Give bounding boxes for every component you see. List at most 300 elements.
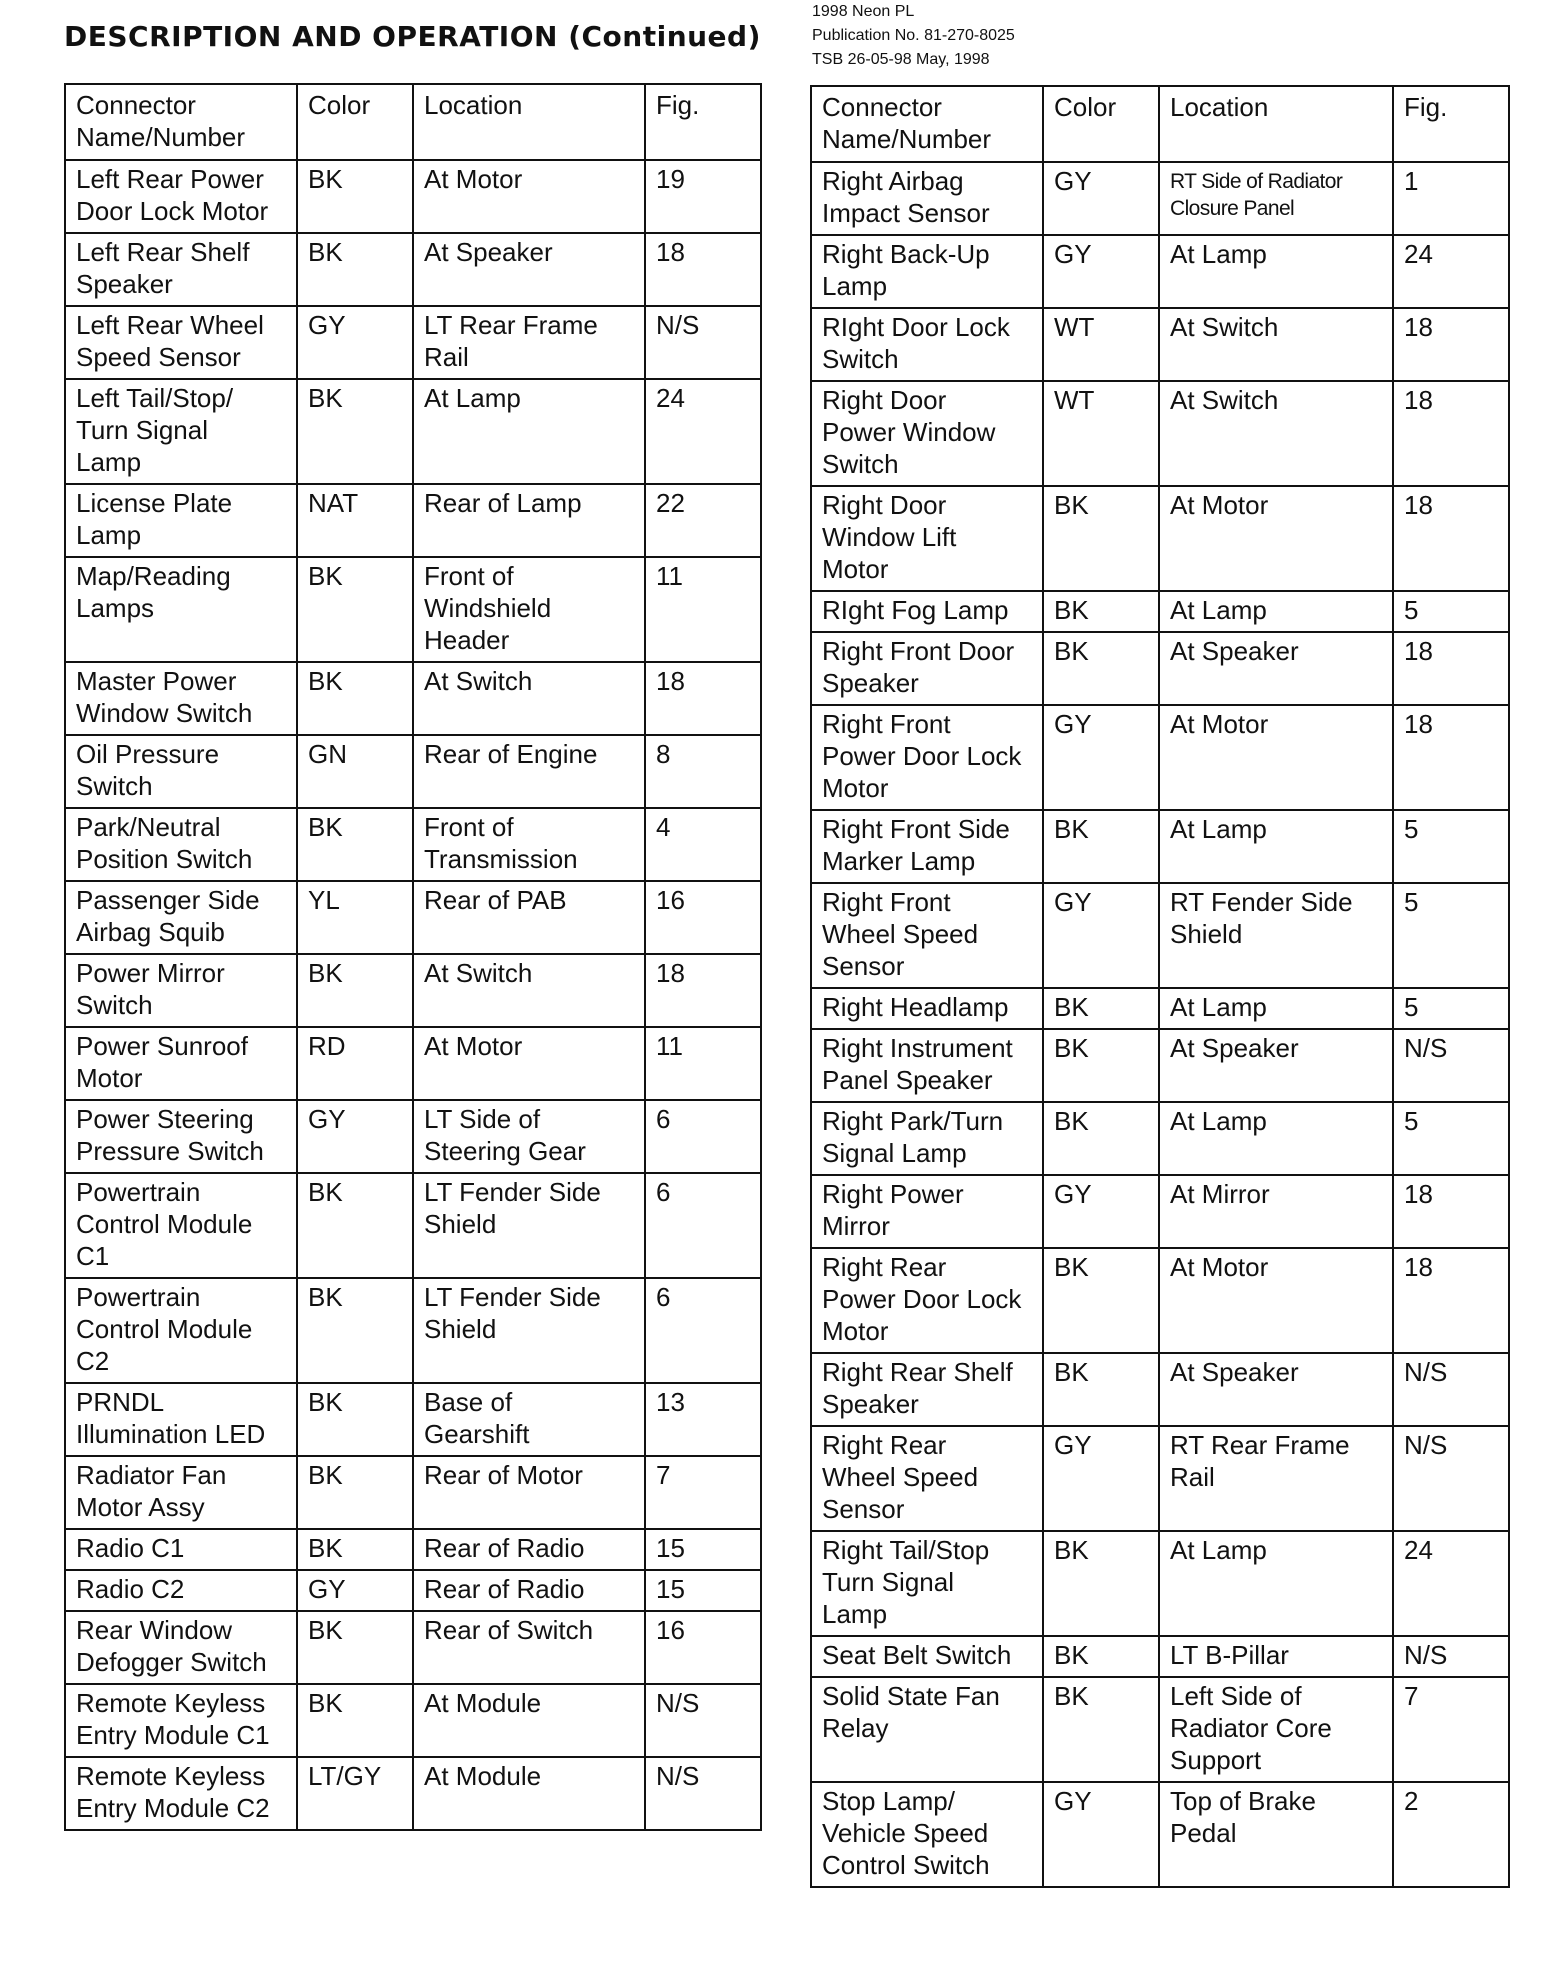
wire-color: BK: [308, 1615, 343, 1645]
figure-number: 18: [1404, 1252, 1433, 1282]
connector-name: Stop Lamp/: [822, 1786, 955, 1816]
connector-name: Power Door Lock: [822, 741, 1022, 771]
figure-number: N/S: [1404, 1430, 1448, 1460]
connector-name: Right Front Door: [822, 636, 1015, 666]
wire-color-cell: [1043, 162, 1159, 235]
connector-name-cell: [811, 308, 1043, 381]
wire-color-cell: [297, 1456, 413, 1529]
wire-color-cell: [1043, 308, 1159, 381]
wire-color: WT: [1054, 312, 1095, 342]
location-cell: [1159, 308, 1393, 381]
connector-name-cell: [65, 160, 297, 233]
wire-color-cell: [297, 662, 413, 735]
table-row: [65, 484, 761, 557]
figure-cell: [645, 1757, 761, 1830]
location-cell: [413, 1529, 645, 1570]
figure-cell: [1393, 1175, 1509, 1248]
connector-name: Panel Speaker: [822, 1065, 993, 1095]
figure-cell: [645, 306, 761, 379]
connector-table-left: [64, 83, 762, 1831]
wire-color: GN: [308, 739, 347, 769]
header-text: Color: [308, 90, 371, 120]
connector-name: Control Switch: [822, 1850, 990, 1880]
connector-name: Speaker: [822, 668, 919, 698]
wire-color-cell: [297, 306, 413, 379]
wire-color-cell: [1043, 1175, 1159, 1248]
header-text: Fig.: [1404, 92, 1448, 122]
connector-name-cell: [65, 484, 297, 557]
connector-name: Signal Lamp: [822, 1138, 967, 1168]
figure-number: 24: [1404, 239, 1433, 269]
figure-number: 7: [1404, 1681, 1419, 1711]
wire-color-cell: [297, 557, 413, 662]
connector-name: Right Back-Up: [822, 239, 990, 269]
publication-info: [812, 0, 1015, 72]
wire-color-cell: [297, 881, 413, 954]
table-row: [65, 1383, 761, 1456]
figure-number: 18: [1404, 709, 1433, 739]
connector-name-cell: [811, 1636, 1043, 1677]
figure-number: 18: [1404, 490, 1433, 520]
connector-name: Motor: [76, 1063, 143, 1093]
figure-number: 11: [656, 561, 683, 591]
figure-cell: [645, 954, 761, 1027]
location-cell: [1159, 1636, 1393, 1677]
connector-name-cell: [65, 1570, 297, 1611]
connector-name: Control Module: [76, 1209, 253, 1239]
connector-name: Power Window: [822, 417, 996, 447]
location-cell: [413, 484, 645, 557]
wire-color: BK: [1054, 1106, 1089, 1136]
connector-name: Motor Assy: [76, 1492, 205, 1522]
wire-color: GY: [1054, 166, 1092, 196]
figure-number: 2: [1404, 1786, 1419, 1816]
connector-name-cell: [811, 705, 1043, 810]
connector-name: Motor: [822, 1316, 889, 1346]
connector-name-cell: [65, 1278, 297, 1383]
connector-name-cell: [65, 557, 297, 662]
connector-name: Right Rear Shelf: [822, 1357, 1013, 1387]
connector-name: Right Park/Turn: [822, 1106, 1004, 1136]
connector-name-cell: [65, 1684, 297, 1757]
wire-color-cell: [1043, 988, 1159, 1029]
connector-name: Vehicle Speed: [822, 1818, 989, 1848]
wire-color-cell: [1043, 486, 1159, 591]
header-text: Location: [424, 90, 523, 120]
location-text: At Module: [424, 1761, 542, 1791]
table-row: [811, 381, 1509, 486]
figure-cell: [1393, 1353, 1509, 1426]
figure-number: 24: [1404, 1535, 1433, 1565]
connector-name-cell: [811, 810, 1043, 883]
figure-cell: [1393, 705, 1509, 810]
table-row: [65, 379, 761, 484]
connector-name: Master Power: [76, 666, 237, 696]
connector-name: Speed Sensor: [76, 342, 241, 372]
connector-name-cell: [811, 1353, 1043, 1426]
location-cell: [1159, 1175, 1393, 1248]
connector-name-cell: [65, 379, 297, 484]
table-row: [65, 1278, 761, 1383]
wire-color: GY: [1054, 239, 1092, 269]
connector-name: Motor: [822, 773, 889, 803]
location-text: Base of: [424, 1387, 513, 1417]
figure-number: 6: [656, 1104, 671, 1134]
location-text: Rear of PAB: [424, 885, 567, 915]
table-row: [811, 308, 1509, 381]
header-text: Color: [1054, 92, 1117, 122]
table-row: [811, 1102, 1509, 1175]
wire-color-cell: [297, 1611, 413, 1684]
table-row: [65, 160, 761, 233]
connector-name: Wheel Speed: [822, 919, 979, 949]
table-row: [811, 1531, 1509, 1636]
table-row: [811, 1426, 1509, 1531]
wire-color: BK: [308, 383, 343, 413]
location-text: At Switch: [424, 666, 533, 696]
column-header-color: [297, 84, 413, 160]
header-text: Fig.: [656, 90, 700, 120]
figure-cell: [1393, 1248, 1509, 1353]
table-row: [65, 1027, 761, 1100]
connector-name: Wheel Speed: [822, 1462, 979, 1492]
location-cell: [413, 808, 645, 881]
figure-number: 8: [656, 739, 671, 769]
location-text: At Motor: [1170, 490, 1269, 520]
wire-color: BK: [1054, 595, 1089, 625]
location-text: LT Fender Side: [424, 1177, 601, 1207]
wire-color: BK: [308, 1177, 343, 1207]
location-text: At Motor: [424, 1031, 523, 1061]
connector-name: Lamp: [76, 447, 142, 477]
wire-color-cell: [1043, 1636, 1159, 1677]
location-text: Rail: [1170, 1462, 1215, 1492]
connector-name-cell: [811, 632, 1043, 705]
wire-color-cell: [297, 1173, 413, 1278]
wire-color: BK: [308, 1460, 343, 1490]
connector-name-cell: [65, 1173, 297, 1278]
connector-name: Radiator Fan: [76, 1460, 227, 1490]
location-text: Shield: [1170, 919, 1243, 949]
connector-name: Right Rear: [822, 1252, 947, 1282]
connector-name: Mirror: [822, 1211, 890, 1241]
location-text: Radiator Core: [1170, 1713, 1332, 1743]
wire-color: BK: [1054, 1681, 1089, 1711]
connector-name: Relay: [822, 1713, 889, 1743]
wire-color-cell: [297, 1383, 413, 1456]
connector-name: C1: [76, 1241, 110, 1271]
location-text: Steering Gear: [424, 1136, 586, 1166]
location-text: LT Side of: [424, 1104, 541, 1134]
figure-number: N/S: [1404, 1033, 1448, 1063]
wire-color: BK: [1054, 1357, 1089, 1387]
figure-cell: [645, 1173, 761, 1278]
figure-number: 16: [656, 1615, 685, 1645]
location-cell: [413, 1027, 645, 1100]
column-header-location: [1159, 86, 1393, 162]
page-title: DESCRIPTION AND OPERATION (Continued): [64, 20, 761, 53]
location-text: At Speaker: [424, 237, 553, 267]
wire-color: GY: [1054, 709, 1092, 739]
figure-cell: [1393, 591, 1509, 632]
location-cell: [1159, 810, 1393, 883]
connector-name: Right Rear: [822, 1430, 947, 1460]
table-row: [65, 662, 761, 735]
connector-name-cell: [811, 1677, 1043, 1782]
wire-color-cell: [297, 484, 413, 557]
wire-color: YL: [308, 885, 340, 915]
table-row: [811, 810, 1509, 883]
header-text: Connector: [822, 92, 942, 122]
figure-cell: [645, 1278, 761, 1383]
connector-name: Remote Keyless: [76, 1688, 266, 1718]
location-text: Rear of Engine: [424, 739, 598, 769]
location-text: Shield: [424, 1209, 497, 1239]
figure-number: 18: [1404, 636, 1433, 666]
location-text: Rear of Radio: [424, 1574, 585, 1604]
figure-number: 5: [1404, 814, 1419, 844]
connector-name: Passenger Side: [76, 885, 260, 915]
table-row: [811, 988, 1509, 1029]
header-text: Name/Number: [76, 122, 246, 152]
table-row: [65, 1684, 761, 1757]
location-cell: [413, 557, 645, 662]
location-text: At Speaker: [1170, 1357, 1299, 1387]
location-cell: [413, 1383, 645, 1456]
table-row: [811, 486, 1509, 591]
connector-name: Switch: [822, 344, 899, 374]
connector-name: Left Rear Power: [76, 164, 264, 194]
wire-color: BK: [308, 1387, 343, 1417]
wire-color: BK: [308, 666, 343, 696]
connector-name-cell: [65, 1529, 297, 1570]
wire-color-cell: [297, 735, 413, 808]
table-row: [811, 1175, 1509, 1248]
column-header-fig: [645, 84, 761, 160]
figure-cell: [645, 160, 761, 233]
connector-name: License Plate: [76, 488, 233, 518]
location-cell: [413, 1456, 645, 1529]
connector-name: Right Airbag: [822, 166, 964, 196]
table-row: [65, 306, 761, 379]
location-cell: [1159, 486, 1393, 591]
table-row: [65, 1757, 761, 1830]
connector-name: Left Rear Shelf: [76, 237, 250, 267]
connector-name-cell: [811, 1029, 1043, 1102]
table-row: [65, 1611, 761, 1684]
figure-cell: [1393, 1426, 1509, 1531]
wire-color: BK: [1054, 636, 1089, 666]
figure-cell: [1393, 1636, 1509, 1677]
connector-name: Powertrain: [76, 1282, 201, 1312]
wire-color-cell: [1043, 632, 1159, 705]
figure-cell: [645, 1611, 761, 1684]
connector-name-cell: [65, 1757, 297, 1830]
connector-name: Sensor: [822, 1494, 905, 1524]
location-cell: [1159, 162, 1393, 235]
connector-name: Switch: [76, 771, 153, 801]
connector-name: Right Door: [822, 385, 947, 415]
figure-number: 18: [1404, 385, 1433, 415]
connector-name: Oil Pressure: [76, 739, 220, 769]
connector-name: Switch: [822, 449, 899, 479]
connector-name: Speaker: [76, 269, 173, 299]
figure-cell: [1393, 235, 1509, 308]
wire-color: GY: [1054, 1430, 1092, 1460]
location-text: Gearshift: [424, 1419, 530, 1449]
connector-name: Right Tail/Stop: [822, 1535, 990, 1565]
figure-number: N/S: [1404, 1640, 1448, 1670]
table-row: [811, 1636, 1509, 1677]
figure-number: 5: [1404, 992, 1419, 1022]
figure-cell: [1393, 1531, 1509, 1636]
wire-color-cell: [1043, 1426, 1159, 1531]
location-cell: [413, 160, 645, 233]
location-text: At Lamp: [1170, 595, 1267, 625]
connector-name-cell: [65, 1456, 297, 1529]
wire-color: BK: [1054, 1640, 1089, 1670]
location-text: At Lamp: [1170, 814, 1267, 844]
connector-name: Power Door Lock: [822, 1284, 1022, 1314]
connector-name: Entry Module C2: [76, 1793, 270, 1823]
connector-name-cell: [811, 486, 1043, 591]
connector-name: Switch: [76, 990, 153, 1020]
figure-number: 13: [656, 1387, 685, 1417]
table-row: [811, 705, 1509, 810]
location-cell: [1159, 1102, 1393, 1175]
wire-color: NAT: [308, 488, 359, 518]
location-text: Rear of Switch: [424, 1615, 594, 1645]
location-text: Windshield: [424, 593, 552, 623]
connector-name-cell: [811, 1175, 1043, 1248]
publication-tsb: TSB 26-05-98 May, 1998: [812, 51, 990, 68]
location-cell: [413, 662, 645, 735]
connector-name: Radio C2: [76, 1574, 185, 1604]
figure-cell: [645, 557, 761, 662]
connector-name: Position Switch: [76, 844, 253, 874]
table-row: [65, 1456, 761, 1529]
location-text: At Motor: [424, 164, 523, 194]
figure-cell: [645, 1456, 761, 1529]
location-text: At Switch: [1170, 385, 1279, 415]
connector-name: Speaker: [822, 1389, 919, 1419]
publication-model: 1998 Neon PL: [812, 3, 915, 20]
location-text: LT B-Pillar: [1170, 1640, 1289, 1670]
location-cell: [1159, 1677, 1393, 1782]
connector-name-cell: [65, 306, 297, 379]
wire-color: BK: [308, 164, 343, 194]
figure-number: 4: [656, 812, 671, 842]
location-cell: [413, 1611, 645, 1684]
table-row: [65, 1173, 761, 1278]
location-cell: [1159, 632, 1393, 705]
header-row: [65, 84, 761, 160]
location-text: RT Fender Side: [1170, 887, 1353, 917]
figure-number: 18: [1404, 312, 1433, 342]
header-row: [811, 86, 1509, 162]
location-text: RT Side of Radiator: [1170, 170, 1343, 193]
wire-color: BK: [308, 237, 343, 267]
figure-number: N/S: [656, 1688, 700, 1718]
connector-name: Lamp: [822, 1599, 888, 1629]
connector-name: Window Switch: [76, 698, 253, 728]
wire-color-cell: [1043, 381, 1159, 486]
location-cell: [1159, 591, 1393, 632]
location-text: Rail: [424, 342, 469, 372]
location-text: At Mirror: [1170, 1179, 1270, 1209]
connector-name-cell: [65, 662, 297, 735]
connector-name-cell: [811, 1531, 1043, 1636]
table-row: [65, 557, 761, 662]
connector-name: Control Module: [76, 1314, 253, 1344]
table-row: [811, 1029, 1509, 1102]
table-body: [65, 160, 761, 1830]
wire-color-cell: [1043, 810, 1159, 883]
figure-number: 15: [656, 1533, 685, 1563]
location-cell: [413, 735, 645, 808]
wire-color-cell: [1043, 1782, 1159, 1887]
column-header-location: [413, 84, 645, 160]
table-row: [811, 162, 1509, 235]
table-row: [811, 1353, 1509, 1426]
wire-color-cell: [297, 1570, 413, 1611]
connector-name: Park/Neutral: [76, 812, 221, 842]
connector-name: Airbag Squib: [76, 917, 225, 947]
figure-number: N/S: [656, 310, 700, 340]
table-row: [65, 954, 761, 1027]
connector-name-cell: [65, 1383, 297, 1456]
wire-color: BK: [1054, 490, 1089, 520]
connector-name: Lamp: [822, 271, 888, 301]
figure-number: 5: [1404, 1106, 1419, 1136]
location-text: Front of: [424, 561, 514, 591]
connector-name: Right Door: [822, 490, 947, 520]
location-text: Support: [1170, 1745, 1262, 1775]
connector-name: Rear Window: [76, 1615, 233, 1645]
location-cell: [1159, 235, 1393, 308]
location-text: LT Rear Frame: [424, 310, 598, 340]
connector-name-cell: [811, 883, 1043, 988]
wire-color-cell: [1043, 883, 1159, 988]
table-row: [811, 235, 1509, 308]
wire-color: BK: [1054, 1252, 1089, 1282]
connector-name: Right Front Side: [822, 814, 1010, 844]
connector-name: Motor: [822, 554, 889, 584]
location-text: At Motor: [1170, 1252, 1269, 1282]
location-text: Left Side of: [1170, 1681, 1302, 1711]
location-cell: [1159, 705, 1393, 810]
connector-name: Sensor: [822, 951, 905, 981]
figure-number: N/S: [656, 1761, 700, 1791]
column-header-color: [1043, 86, 1159, 162]
figure-cell: [1393, 308, 1509, 381]
location-text: At Speaker: [1170, 636, 1299, 666]
connector-name-cell: [811, 235, 1043, 308]
wire-color-cell: [297, 954, 413, 1027]
connector-name: Solid State Fan: [822, 1681, 1000, 1711]
figure-number: 22: [656, 488, 685, 518]
connector-name: PRNDL: [76, 1387, 165, 1417]
wire-color: RD: [308, 1031, 346, 1061]
wire-color-cell: [297, 1027, 413, 1100]
connector-name: RIght Fog Lamp: [822, 595, 1009, 625]
figure-number: 6: [656, 1282, 671, 1312]
connector-name: Door Lock Motor: [76, 196, 269, 226]
figure-cell: [645, 233, 761, 306]
location-text: LT Fender Side: [424, 1282, 601, 1312]
wire-color: BK: [1054, 814, 1089, 844]
figure-number: 18: [1404, 1179, 1433, 1209]
